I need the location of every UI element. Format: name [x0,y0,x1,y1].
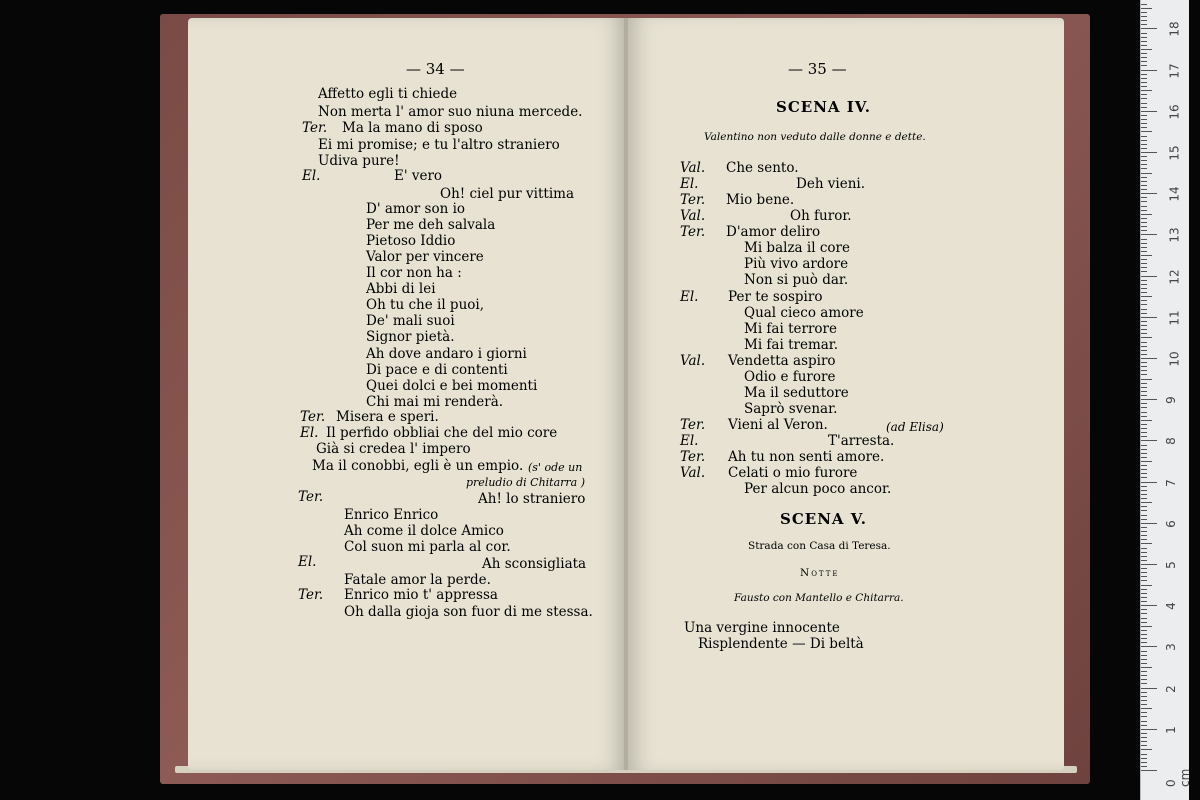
ruler-tick [1141,86,1147,87]
verse-line: T'arresta. [828,433,895,449]
ruler-tick [1141,523,1157,524]
ruler-tick [1141,12,1147,13]
ruler-tick [1141,762,1147,763]
ruler-tick [1141,325,1147,326]
ruler-tick [1141,8,1152,9]
ruler-tick [1141,490,1147,491]
verse-line: Ah come il dolce Amico [344,523,504,539]
ruler-tick [1141,696,1147,697]
verse-line: Abbi di lei [366,281,436,297]
verse-line: Non merta l' amor suo niuna mercede. [318,104,583,120]
ruler-tick [1141,671,1147,672]
verse-line: Mio bene. [726,192,795,208]
ruler-tick [1141,700,1147,701]
verse-line: Ah! lo straniero [478,491,586,507]
ruler-tick [1141,4,1147,5]
ruler-tick [1141,580,1147,581]
verse-line: Mi balza il core [744,240,850,256]
ruler-tick [1141,663,1147,664]
page-number-34: — 34 — [406,60,465,78]
ruler-tick [1141,733,1147,734]
verse-line: Oh tu che il puoi, [366,297,484,313]
verse-line: Udiva pure! [318,153,400,169]
ruler-tick [1141,247,1147,248]
ruler-tick [1141,737,1147,738]
verse-line: Chi mai mi renderà. [366,394,504,410]
ruler-tick [1141,222,1147,223]
ruler-tick [1141,333,1147,334]
ruler-tick [1141,626,1152,627]
ruler-tick [1141,16,1147,17]
ruler-tick [1141,230,1147,231]
speaker-label: Val. [680,353,706,369]
ruler-tick [1141,206,1147,207]
ruler-tick [1141,515,1147,516]
ruler-number: 9 [1163,396,1178,405]
ruler-tick [1141,597,1147,598]
ruler-tick [1141,688,1157,689]
stage-direction: (s' ode un [528,461,583,474]
speaker-label: Val. [680,160,706,176]
ruler-tick [1141,152,1157,153]
ruler-tick [1141,98,1147,99]
speaker-label: Val. [680,208,706,224]
speaker-label: Ter. [300,409,326,425]
scene-heading: SCENA V. [780,510,868,528]
ruler-tick [1141,704,1147,705]
ruler-tick [1141,271,1147,272]
ruler-tick [1141,535,1147,536]
measuring-ruler [1140,0,1192,800]
verse-line: Vendetta aspiro [728,353,836,369]
scene-setting: Strada con Casa di Teresa. [748,540,891,552]
speaker-label: Ter. [680,449,706,465]
ruler-tick [1141,168,1147,169]
stage-direction: (ad Elisa) [886,420,944,434]
verse-line: Per me deh salvala [366,217,496,233]
ruler-number: 1 [1163,725,1178,734]
ruler-tick [1141,185,1147,186]
verse-line: Ah sconsigliata [482,556,587,572]
ruler-tick [1141,745,1147,746]
ruler-tick [1141,519,1147,520]
verse-line: Ma la mano di sposo [342,120,483,136]
ruler-tick [1141,370,1147,371]
ruler-tick [1141,74,1147,75]
ruler-tick [1141,304,1147,305]
ruler-tick [1141,61,1147,62]
ruler-tick [1141,395,1147,396]
ruler-tick [1141,45,1147,46]
ruler-tick [1141,482,1157,483]
ruler-tick [1141,189,1147,190]
ruler-number: 7 [1163,478,1178,487]
ruler-tick [1141,568,1147,569]
verse-line: Saprò svenar. [744,401,838,417]
ruler-tick [1141,346,1147,347]
verse-line: D' amor son io [366,201,466,217]
ruler-number: 12 [1167,268,1182,285]
ruler-tick [1141,70,1157,71]
ruler-tick [1141,506,1147,507]
verse-line: E' vero [394,168,443,184]
verse-line: Oh dalla gioja son fuor di me stessa. [344,604,593,620]
speaker-label: El. [302,168,321,184]
verse-line: Ah tu non senti amore. [728,449,885,465]
speaker-label: Ter. [680,224,706,240]
ruler-tick [1141,181,1147,182]
ruler-tick [1141,593,1147,594]
ruler-tick [1141,49,1152,50]
speaker-label: El. [300,425,319,441]
ruler-tick [1141,630,1147,631]
ruler-number: 6 [1163,519,1178,528]
ruler-tick [1141,601,1147,602]
ruler-tick [1141,428,1147,429]
verse-line: Mi fai terrore [744,321,837,337]
ruler-tick [1141,502,1152,503]
ruler-tick [1141,33,1147,34]
ruler-tick [1141,651,1147,652]
ruler-tick [1141,127,1147,128]
verse-line: Ma il conobbi, egli è un empio. [312,458,524,474]
ruler-tick [1141,473,1147,474]
ruler-tick [1141,531,1147,532]
ruler-unit-label: 0 cm [1164,768,1192,787]
ruler-tick [1141,78,1147,79]
ruler-tick [1141,391,1147,392]
ruler-tick [1141,605,1157,606]
ruler-tick [1141,712,1147,713]
ruler-tick [1141,20,1147,21]
ruler-tick [1141,177,1147,178]
ruler-tick [1141,284,1147,285]
ruler-tick [1141,24,1147,25]
ruler-tick [1141,527,1147,528]
ruler-number: 17 [1167,62,1182,79]
speaker-label: El. [680,289,699,305]
ruler-tick [1141,350,1147,351]
ruler-tick [1141,292,1147,293]
ruler-number: 11 [1167,310,1182,326]
verse-line: Più vivo ardore [744,256,849,272]
ruler-tick [1141,263,1147,264]
verse-line: Celati o mio furore [728,465,858,481]
ruler-tick [1141,708,1152,709]
verse-line: Oh furor. [790,208,852,224]
ruler-tick [1141,300,1147,301]
ruler-tick [1141,173,1152,174]
stage-direction: Fausto con Mantello e Chitarra. [734,592,904,604]
verse-line: Quei dolci e bei momenti [366,378,538,394]
ruler-tick [1141,267,1147,268]
ruler-tick [1141,403,1147,404]
ruler-number: 8 [1163,437,1178,446]
ruler-tick [1141,218,1147,219]
ruler-number: 15 [1167,145,1182,161]
ruler-tick [1141,387,1147,388]
verse-line: Non si può dar. [744,272,849,288]
ruler-tick [1141,214,1152,215]
ruler-tick [1141,729,1157,730]
verse-line: Valor per vincere [366,249,484,265]
ruler-tick [1141,255,1152,256]
ruler-tick [1141,576,1147,577]
ruler-tick [1141,90,1152,91]
ruler-tick [1141,28,1157,29]
ruler-number: 2 [1163,684,1178,693]
ruler-tick [1141,556,1147,557]
ruler-number: 14 [1167,186,1182,202]
ruler-tick [1141,399,1157,400]
ruler-tick [1141,374,1147,375]
speaker-label: El. [298,554,317,570]
ruler-tick [1141,692,1147,693]
ruler-tick [1141,445,1147,446]
verse-line: Per alcun poco ancor. [744,481,892,497]
ruler-tick [1141,160,1147,161]
verse-line: Misera e speri. [336,409,439,425]
ruler-tick [1141,543,1152,544]
ruler-tick [1141,156,1147,157]
ruler-tick [1141,486,1147,487]
ruler-tick [1141,618,1147,619]
ruler-tick [1141,337,1152,338]
speaker-label: Ter. [298,489,324,505]
ruler-tick [1141,354,1147,355]
verse-line: Odio e furore [744,369,836,385]
ruler-tick [1141,309,1147,310]
verse-line: Qual cieco amore [744,305,864,321]
verse-line: Deh vieni. [796,176,866,192]
verse-line: Ma il seduttore [744,385,849,401]
ruler-tick [1141,552,1147,553]
ruler-tick [1141,646,1157,647]
ruler-tick [1141,123,1147,124]
verse-line: Affetto egli ti chiede [318,86,458,102]
ruler-tick [1141,477,1147,478]
ruler-tick [1141,107,1147,108]
ruler-tick [1141,193,1157,194]
ruler-tick [1141,453,1147,454]
verse-line: Mi fai tremar. [744,337,839,353]
ruler-tick [1141,41,1147,42]
verse-line: Enrico mio t' appressa [344,587,498,603]
speaker-label: Ter. [680,192,706,208]
ruler-tick [1141,407,1147,408]
ruler-tick [1141,564,1157,565]
ruler-number: 5 [1163,561,1178,569]
ruler-number: 18 [1167,21,1182,38]
ruler-tick [1141,741,1147,742]
ruler-tick [1141,494,1147,495]
ruler-tick [1141,440,1157,441]
ruler-tick [1141,465,1147,466]
ruler-tick [1141,432,1147,433]
ruler-tick [1141,754,1147,755]
ruler-number: 3 [1163,643,1178,652]
verse-line: De' mali suoi [366,313,455,329]
ruler-tick [1141,358,1157,359]
ruler-tick [1141,721,1147,722]
ruler-tick [1141,251,1147,252]
ruler-tick [1141,234,1157,235]
ruler-tick [1141,572,1147,573]
ruler-tick [1141,642,1147,643]
ruler-tick [1141,725,1147,726]
stage-direction: Valentino non veduto dalle donne e dette. [704,131,926,143]
ruler-tick [1141,94,1147,95]
ruler-tick [1141,276,1157,277]
ruler-tick [1141,111,1157,112]
ruler-tick [1141,243,1147,244]
ruler-tick [1141,613,1147,614]
ruler-number: 13 [1167,227,1182,244]
ruler-tick [1141,667,1152,668]
speaker-label: Ter. [680,417,706,433]
page-number-35: — 35 — [788,60,847,78]
ruler-tick [1141,37,1147,38]
ruler-tick [1141,420,1152,421]
verse-line: Fatale amor la perde. [344,572,491,588]
ruler-tick [1141,679,1147,680]
ruler-tick [1141,622,1147,623]
ruler-tick [1141,103,1147,104]
ruler-tick [1141,416,1147,417]
ruler-tick [1141,366,1147,367]
ruler-tick [1141,609,1147,610]
scene-time: Notte [800,567,840,579]
verse-line: Ah dove andaro i giorni [366,346,527,362]
verse-line: Vieni al Veron. [728,417,828,433]
ruler-tick [1141,362,1147,363]
ruler-tick [1141,749,1152,750]
ruler-tick [1141,201,1147,202]
verse-line: Il cor non ha : [366,265,462,281]
ruler-tick [1141,683,1147,684]
verse-line: Di pace e di contenti [366,362,508,378]
ruler-tick [1141,766,1147,767]
ruler-tick [1141,115,1147,116]
ruler-tick [1141,412,1147,413]
ruler-tick [1141,136,1147,137]
ruler-tick [1141,634,1147,635]
verse-line: Una vergine innocente [684,620,840,636]
ruler-tick [1141,164,1147,165]
ruler-tick [1141,498,1147,499]
ruler-tick [1141,197,1147,198]
ruler-tick [1141,436,1147,437]
ruler-number: 4 [1163,602,1178,611]
ruler-tick [1141,317,1157,318]
ruler-tick [1141,148,1147,149]
ruler-tick [1141,288,1147,289]
ruler-tick [1141,329,1147,330]
ruler-tick [1141,539,1147,540]
speaker-label: El. [680,433,699,449]
verse-line: Già si credea l' impero [316,441,471,457]
verse-line: Risplendente — Di beltà [698,636,864,652]
ruler-tick [1141,57,1147,58]
ruler-tick [1141,321,1147,322]
speaker-label: El. [680,176,699,192]
verse-line: Ei mi promise; e tu l'altro straniero [318,137,560,153]
ruler-tick [1141,131,1152,132]
stage-direction: preludio di Chitarra ) [466,476,586,489]
verse-line: Signor pietà. [366,329,455,345]
verse-line: Pietoso Iddio [366,233,456,249]
ruler-tick [1141,140,1147,141]
ruler-tick [1141,210,1147,211]
verse-line: Per te sospiro [728,289,823,305]
ruler-tick [1141,379,1152,380]
ruler-tick [1141,296,1152,297]
verse-line: D'amor deliro [726,224,821,240]
ruler-tick [1141,226,1147,227]
ruler-tick [1141,655,1147,656]
ruler-tick [1141,65,1147,66]
ruler-tick [1141,560,1147,561]
ruler-number: 16 [1167,104,1182,120]
ruler-tick [1141,119,1147,120]
ruler-tick [1141,280,1147,281]
ruler-tick [1141,383,1147,384]
ruler-tick [1141,457,1147,458]
ruler-tick [1141,461,1152,462]
ruler-tick [1141,589,1147,590]
speaker-label: Ter. [298,587,324,603]
ruler-tick [1141,548,1147,549]
ruler-tick [1141,53,1147,54]
ruler-tick [1141,449,1147,450]
verse-line: Il perfido obbliai che del mio core [326,425,558,441]
ruler-tick [1141,424,1147,425]
ruler-tick [1141,638,1147,639]
ruler-tick [1141,469,1147,470]
verse-line: Col suon mi parla al cor. [344,539,511,555]
ruler-tick [1141,675,1147,676]
ruler-tick [1141,758,1147,759]
speaker-label: Ter. [302,120,328,136]
ruler-tick [1141,82,1147,83]
ruler-tick [1141,770,1157,771]
ruler-tick [1141,239,1147,240]
ruler-tick [1141,259,1147,260]
speaker-label: Val. [680,465,706,481]
ruler-tick [1141,659,1147,660]
ruler-tick [1141,716,1147,717]
ruler-tick [1141,144,1147,145]
scene-heading: SCENA IV. [776,98,872,116]
ruler-tick [1141,510,1147,511]
verse-line: Oh! ciel pur vittima [440,186,574,202]
ruler-tick [1141,342,1147,343]
verse-line: Enrico Enrico [344,507,439,523]
ruler-number: 10 [1167,351,1182,367]
ruler-tick [1141,585,1152,586]
ruler-tick [1141,313,1147,314]
verse-line: Che sento. [726,160,799,176]
